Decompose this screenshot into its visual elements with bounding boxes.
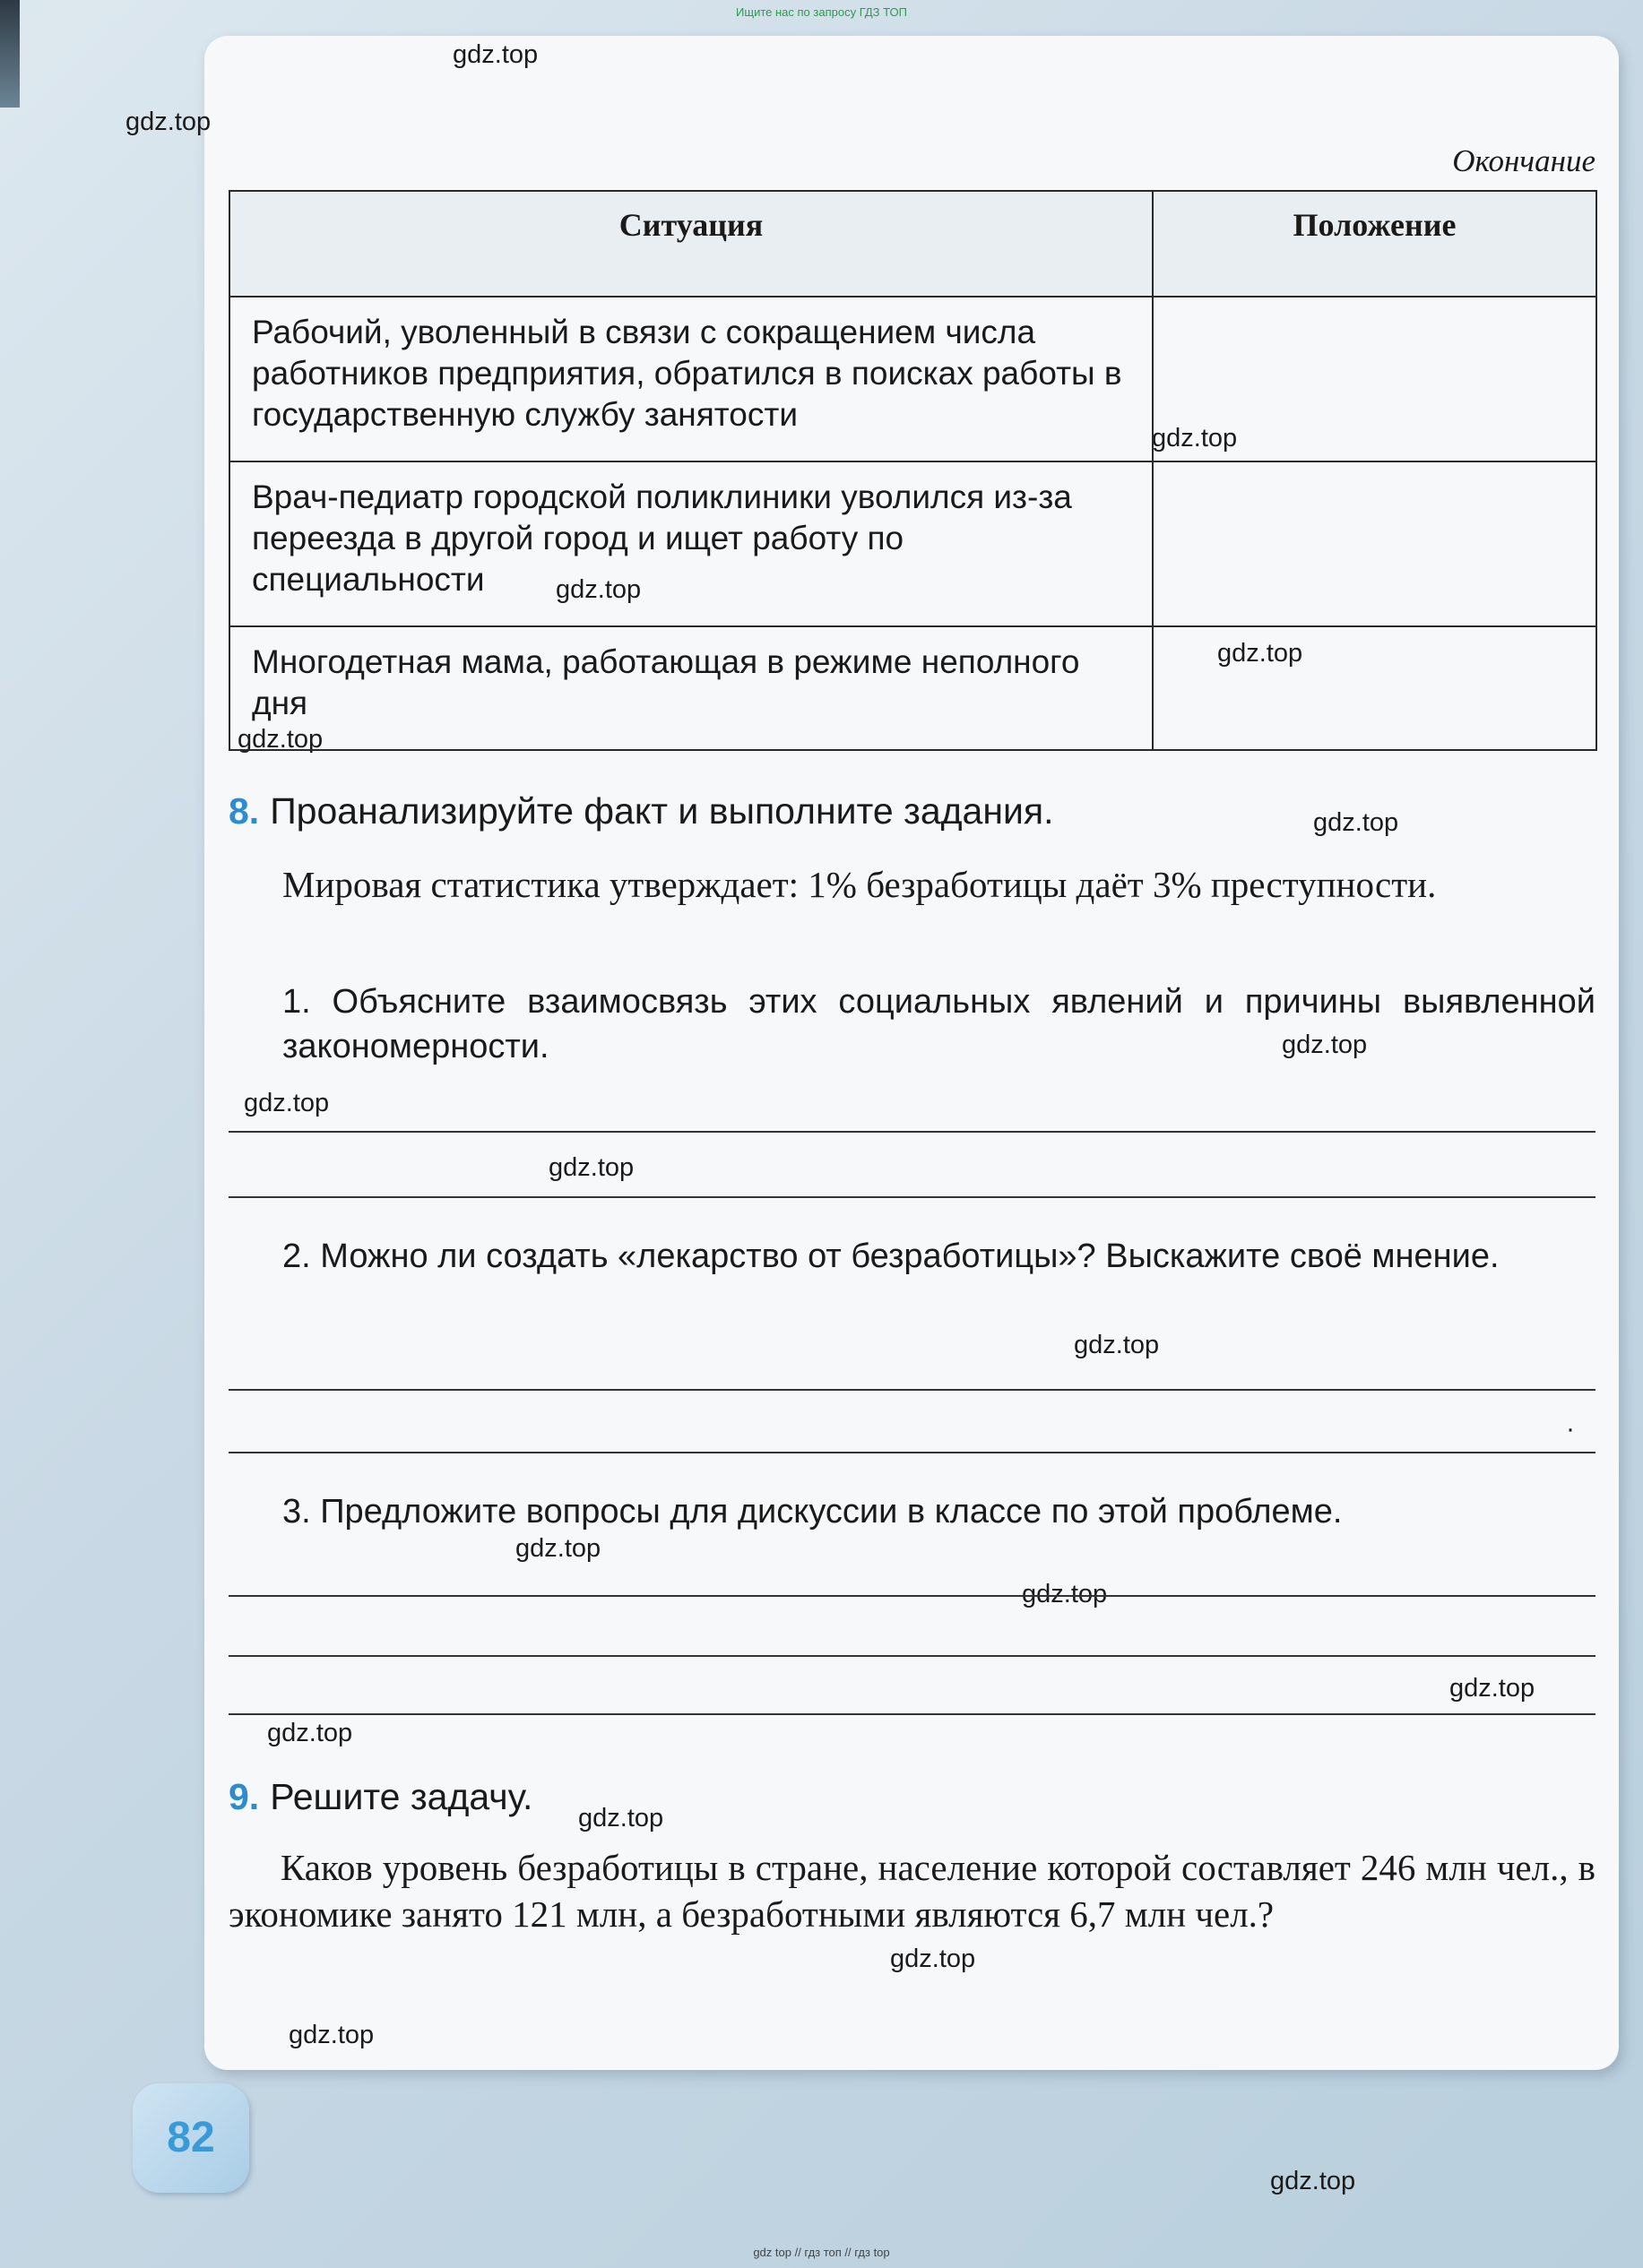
table-row [229,626,1596,750]
bottom-note: gdz top // гдз топ // гдз top [753,2246,890,2259]
answer-line[interactable] [229,1131,1595,1133]
watermark: gdz.top [1270,2167,1356,2195]
watermark: gdz.top [1217,639,1303,668]
answer-line[interactable] [229,1389,1595,1391]
status-answer-cell[interactable] [1153,297,1596,461]
watermark: gdz.top [1152,424,1238,453]
answer-line[interactable] [229,1452,1595,1453]
watermark: gdz.top [289,2021,375,2049]
answer-line[interactable] [229,1655,1595,1657]
situations-table [229,190,1597,751]
situation-cell: Многодетная мама, работающая в режиме неполного дня [229,626,1153,750]
problem-text: Каков уровень безработицы в стране, население которой составляет 246 млн чел., в экономике занято 121 млн, а безработными являются 6,7 млн чел.? [229,1847,1595,1935]
table-row [229,461,1596,626]
watermark: gdz.top [556,575,642,604]
status-answer-cell[interactable] [1153,461,1596,626]
answer-line[interactable] [229,1713,1595,1715]
watermark: gdz.top [890,1945,976,1973]
question-1: 1. Объясните взаимосвязь этих социальных явлений и причины выявленной закономерности. [282,983,1595,1065]
watermark: gdz.top [1022,1580,1108,1608]
task-number: 8. [229,790,260,832]
table-continuation-label: Окончание [1452,143,1595,178]
watermark: gdz.top [1313,808,1399,837]
watermark: gdz.top [267,1719,353,1747]
watermark: gdz.top [238,725,324,754]
top-note: Ищите нас по запросу ГДЗ ТОП [736,5,907,19]
fact-text: Мировая статистика утверждает: 1% безработицы даёт 3% преступности. [282,864,1437,905]
task-9-heading [229,1776,532,1818]
watermark: gdz.top [515,1534,601,1563]
task-number: 9. [229,1776,260,1817]
watermark: gdz.top [1282,1031,1368,1059]
task-title: Решите задачу. [270,1776,533,1817]
status-answer-cell[interactable] [1153,626,1596,750]
column-header-status: Положение [1153,191,1596,297]
watermark: gdz.top [125,108,212,136]
watermark: gdz.top [578,1804,664,1833]
task-title: Проанализируйте факт и выполните задания. [270,790,1054,832]
answer-line[interactable] [229,1595,1595,1597]
task-8-heading [229,790,1054,832]
question-3: 3. Предложите вопросы для дискуссии в классе по этой проблеме. [282,1493,1343,1531]
answer-line[interactable] [229,1196,1595,1198]
page-number: 82 [133,2083,249,2193]
situation-cell: Врач-педиатр городской поликлиники уволился из-за переезда в другой город и ищет работу по специальности [229,461,1153,626]
watermark: gdz.top [1449,1674,1535,1703]
watermark: gdz.top [244,1089,330,1117]
watermark: gdz.top [453,40,539,69]
watermark: gdz.top [1074,1331,1160,1359]
column-header-situation: Ситуация [229,191,1153,297]
question-2: 2. Можно ли создать «лекарство от безработицы»? Выскажите своё мнение. [282,1237,1500,1275]
table-row [229,297,1596,461]
situation-cell: Рабочий, уволенный в связи с сокращением числа работников предприятия, обратился в поисках работы в государственную службу занятости [229,297,1153,461]
stray-mark: · [1566,1414,1575,1444]
watermark: gdz.top [549,1153,635,1182]
